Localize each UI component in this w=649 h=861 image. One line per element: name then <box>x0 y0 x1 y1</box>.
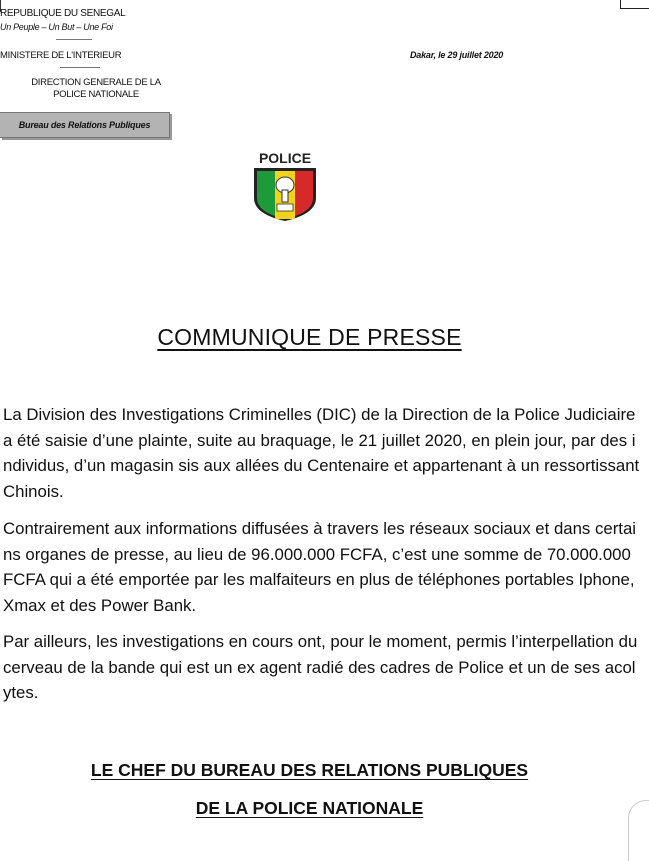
paragraph: La Division des Investigations Criminelles (DIC) de la Direction de la Police Judiciaire a été saisie d’une plainte, suite au braquage, le 21 juillet 2020, en plein jour, par des individus, d’un magasin sis aux allées du Centenaire et appartenant à un ressortissant Chinois. <box>3 405 640 501</box>
direction-heading: DIRECTION GENERALE DE LA POLICE NATIONALE <box>31 77 161 100</box>
document-date: Dakar, le 29 juillet 2020 <box>410 50 504 60</box>
police-logo <box>247 150 323 222</box>
signature-title: LE CHEF DU BUREAU DES RELATIONS PUBLIQUES <box>90 760 529 780</box>
logo-text: POLICE <box>258 150 312 166</box>
divider <box>60 67 100 68</box>
paragraph: Par ailleurs, les investigations en cours ont, pour le moment, permis l’interpellation du cerveau de la bande qui est un ex agent radié des cadres de Police et un de ses acolytes. <box>3 632 638 702</box>
republic-heading: REPUBLIQUE DU SENEGAL <box>0 8 126 19</box>
bureau-label: Bureau des Relations Publiques <box>0 112 170 138</box>
page-title: COMMUNIQUE DE PRESSE <box>157 324 462 350</box>
paragraph: Contrairement aux informations diffusées à travers les réseaux sociaux et dans certains organes de presse, au lieu de 96.000.000 FCFA, c’est une somme de 70.000.000 FCFA qui a été emportée par les malfaiteurs en plus de téléphones portables Iphone, Xmax et des Power Bank. <box>3 519 637 615</box>
national-motto: Un Peuple – Un But – Une Foi <box>0 22 113 32</box>
divider <box>56 39 92 40</box>
ministry-heading: MINISTERE DE L'INTERIEUR <box>0 50 122 61</box>
page-curl <box>628 800 649 861</box>
signature-subtitle: DE LA POLICE NATIONALE <box>195 798 424 818</box>
page-corner-mark <box>620 0 649 9</box>
